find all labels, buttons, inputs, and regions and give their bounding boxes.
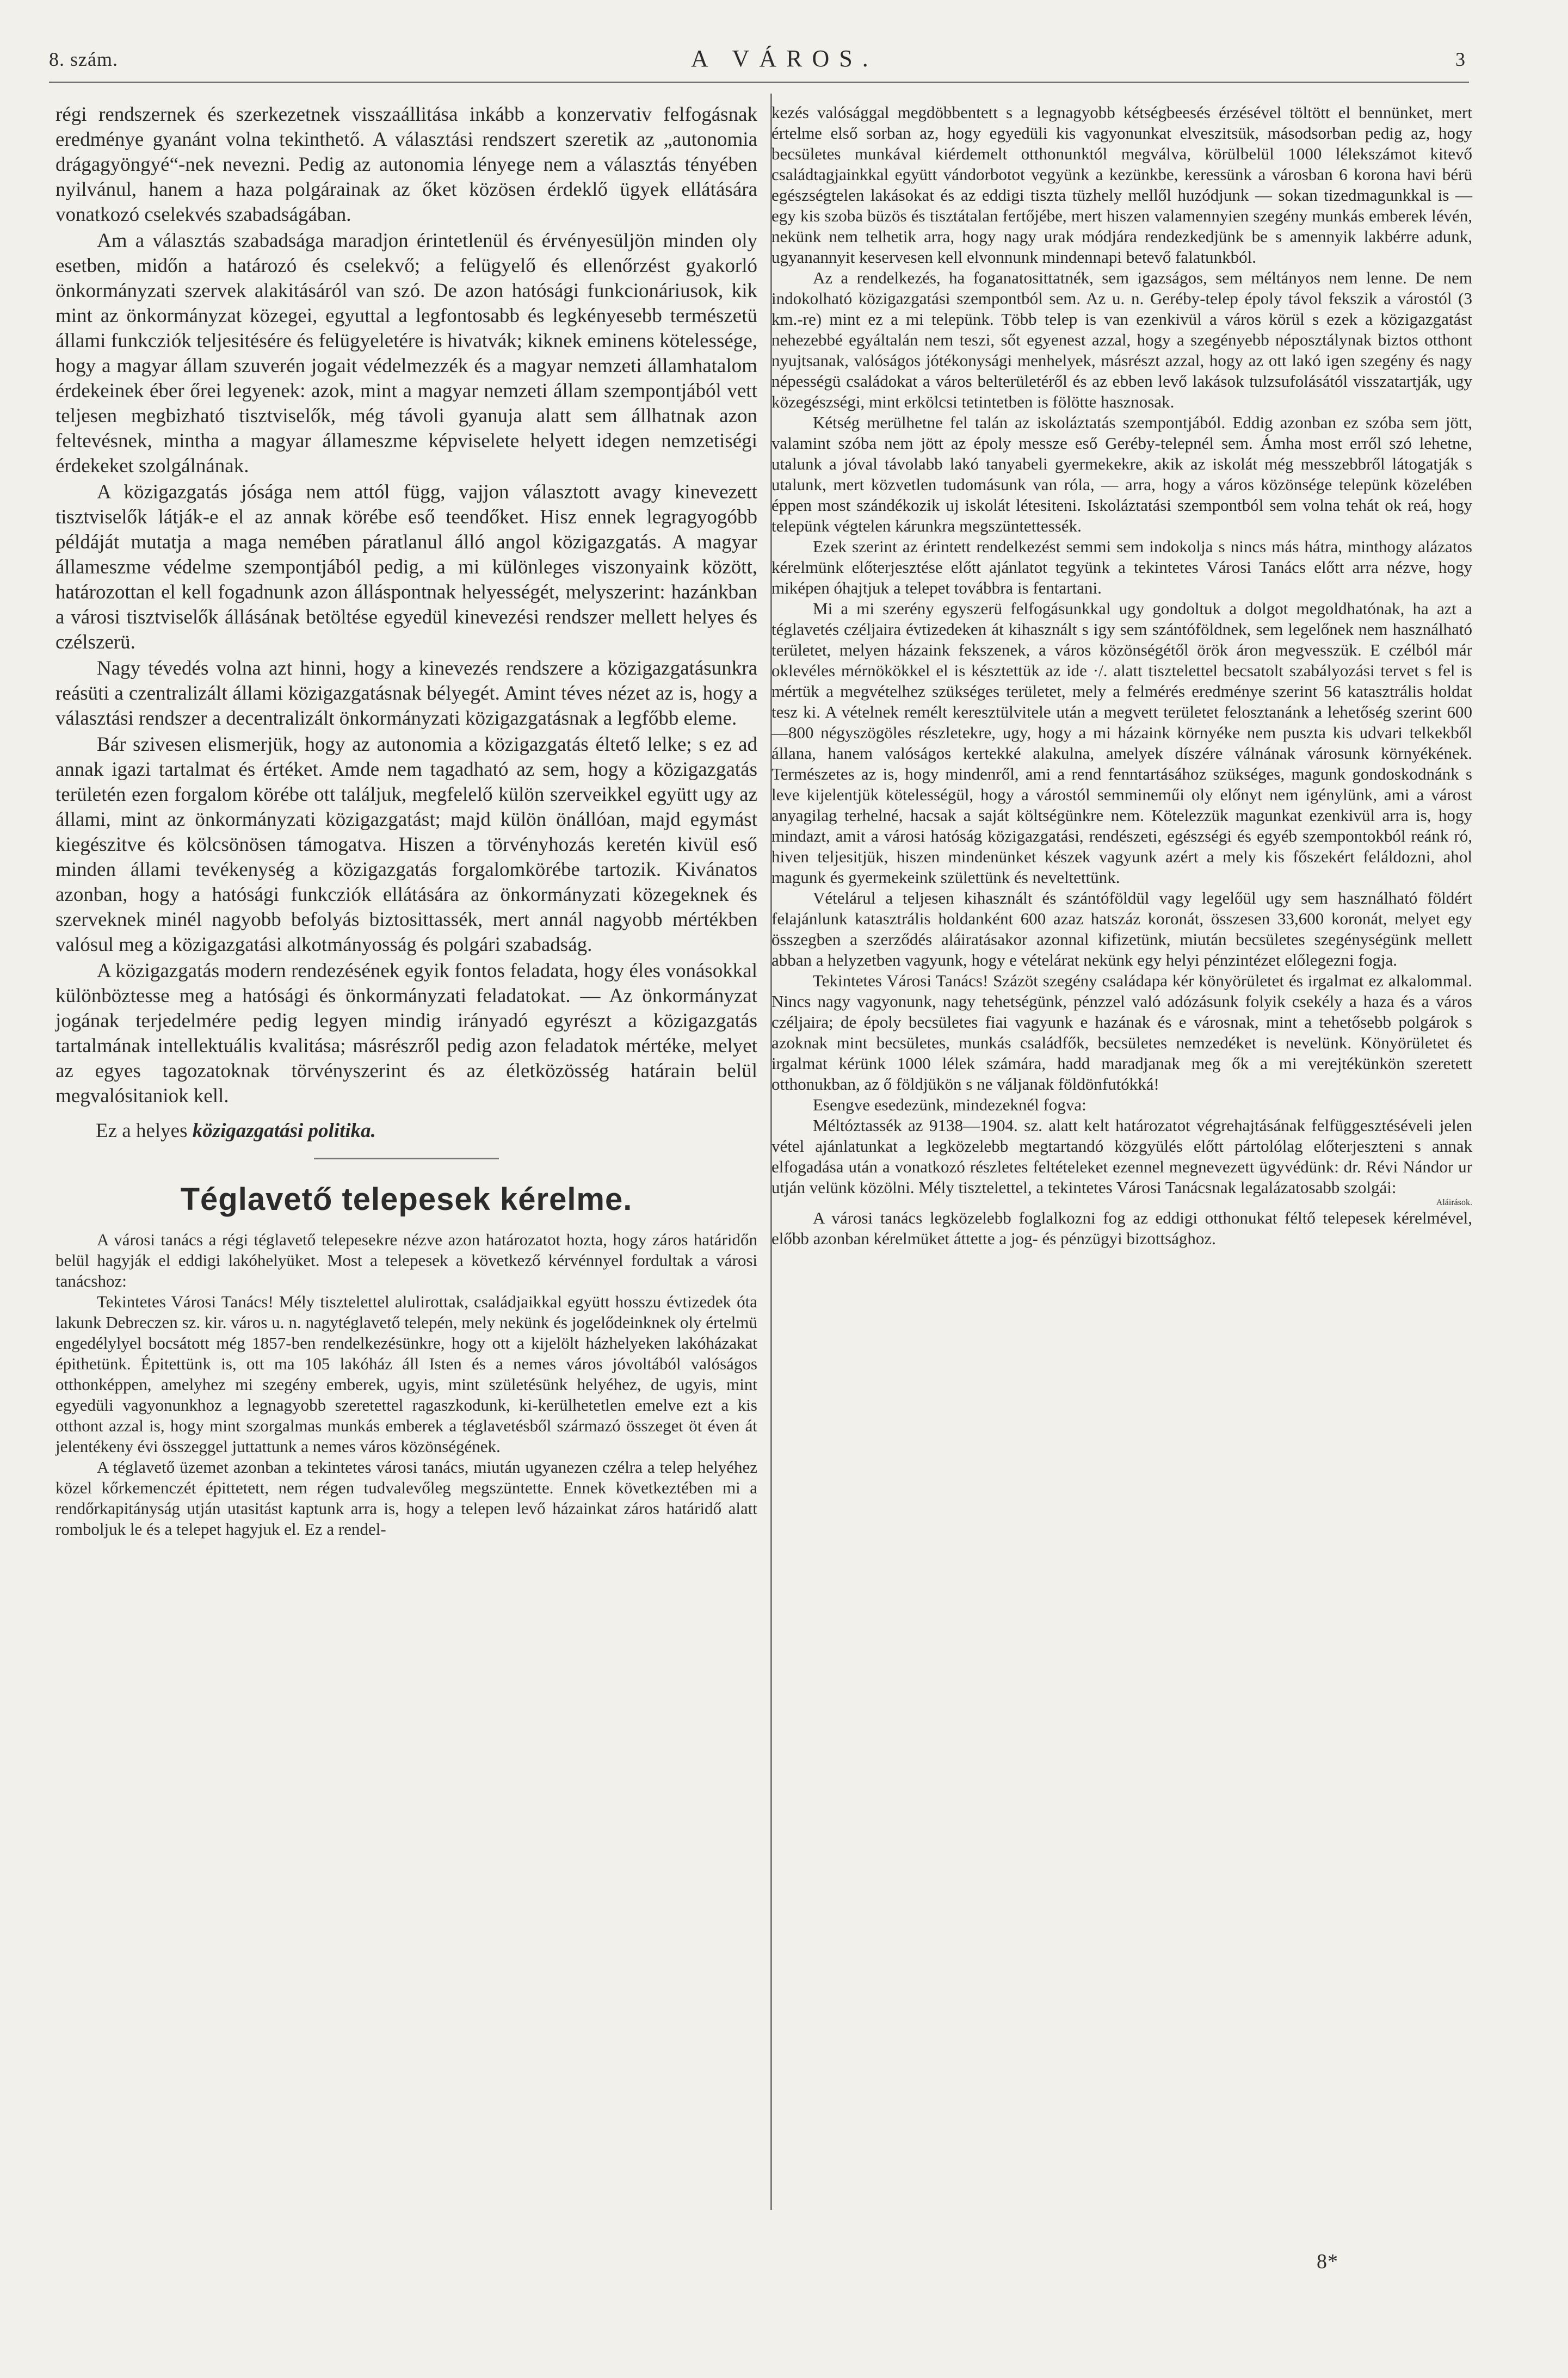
article-paragraph: Kétség merülhetne fel talán az iskoláztatás szempontjából. Eddig azonban ez szóba sem jött, valamint szóba nem jött az époly messze eső Geréby-telepnél sem. Ámha most erről szó lehetne, utalunk a jóval távolabb lakó tanyabeli gyermekekre, akik az iskolát még messzebbről látogatják s utalunk, mert közvetlen tudomásunk van róla, — arra, hogy a város közönsége telepünk közelében éppen most szándékozik uj iskolát létesiteni. Iskoláztatási szempontból sem volna tehát ok reá, hogy telepünk végtelen kárunkra megszüntettessék. [771,413,1472,535]
closing-emphasis: közigazgatási politika. [192,1120,376,1142]
footer-signature-mark: 8* [1317,2250,1338,2273]
header-rule [49,82,1469,83]
body-paragraph: Am a választás szabadsága maradjon érintetlenül és érvényesüljön minden oly esetben, midőn a határozó és cselekvő; a felügyelő és ellenőrzést gyakorló önkormányzati szervek alakitásáról van szó. De azon hatósági funkcionáriusok, kik mint az önkormányzat közegei, egyuttal a legfontosabb és legkényesebb természetü állami funkcziók teljesitésére és felügyeletére is hivatvák; kiknek eminens kötelessége, hogy a magyar állam szuverén jogait védelmezzék és a magyar nemzeti államhatalom érdekeinek éber őrei legyenek: azok, mint a magyar nemzeti állam szempontjából vett teljesen megbizható tisztviselők, még távoli gyanuja alatt sem állhatnak azon feltevésnek, mintha a magyar állameszme képviselete helyett idegen nemzetiségi érdekeket szolgálnának. [55,230,757,477]
article-paragraph: kezés valósággal megdöbbentett s a legnagyobb kétségbeesés érzésével töltött el bennünket, mert értelme első sorban az, hogy egyedüli kis vagyonunkat elveszitsük, másodsorban pedig az, hogy becsületes munkával kiérdemelt otthonunktól megválva, körülbelül 1000 lélekszámot kitevő családtagjainkkal együtt vándorbotot vegyünk a kezünkbe, keressünk a városban 6 korona havi bérü egészségtelen lakásokat és az eddigi tiszta tüzhely mellől huzódjunk — sokan tizedmagunkkal is — egy kis szoba büzös és tisztátalan fertőjébe, mert hiszen valamennyien szegény munkás emberek lévén, nekünk nem telhetik arra, hogy nagy urak módjára rendezkedjünk be s amennyik lakbérre adunk, ugyanannyit keservesen kell elvonnunk mindennapi betevő falatunkból. [771,103,1472,267]
left-column [55,102,757,1540]
article-paragraph: Mi a mi szerény egyszerü felfogásunkkal ugy gondoltuk a dolgot megoldhatónak, ha azt a téglavetés czéljaira évtizedeken át kihasznált s igy sem szántóföldnek, sem legelőnek nem használható területet, melyen házaink fekszenek, a város közönségétől örök áron megvesszük. E czélból már oklevéles mérnökökkel el is késztettük az ide ·/. alatt tisztelettel becsatolt szabályozási tervet s fel is mértük a megvételhez szükséges területet, mely a felmérés eredménye szerint 56 katasztrális holdat tesz ki. A vételnek remélt keresztülvitele után a megvett területet felosztanánk a lehetőség szerint 600—800 négyszögöles részletekre, ugy, hogy a mi házaink környéke nem puszta kis udvari telkekből állana, hanem valóságos kertekké alakulna, amelyek díszére válnának városunk környékének. Természetes az is, hogy mindenről, ami a rend fenntartásához szükséges, magunk gondoskodnánk s leve kijelentjük kötelességül, hogy a várostól semmineműi oly előnyt nem igénylünk, ami a várost anyagilag terhelné, hacsak a saját költségünkre nem. Kötelezzük magunkat ezenkivül arra is, hogy mindazt, amit a városi hatóság közigazgatási, rendészeti, egészségi és egyéb szempontokból reánk ró, hiven teljesitjük, hiszen mindenünket készek vagyunk azért a mely kis főszekért feláldozni, ahol magunk és gyermekeink születtünk és neveltettünk. [771,599,1472,887]
article-paragraph: Méltóztassék az 9138—1904. sz. alatt kelt határozatot végrehajtásának felfüggesztéséveli jelen vétel ajánlatunkat a legközelebb megtartandó közgyülés előtt pártolólag előterjeszteni s annak elfogadása után a vonatkozó részletes feltételeket ezennel megnevezett ügyvédünk: dr. Révi Nándor ur utján velünk közölni. Mély tisztelettel, a tekintetes Városi Tanácsnak legalázatosabb szolgái: [771,1116,1472,1197]
right-column [771,102,1472,1249]
closing-line [55,1117,757,1145]
article-paragraph: Esengve esedezünk, mindezeknél fogva: [813,1095,1087,1114]
body-paragraph: Bár szivesen elismerjük, hogy az autonomia a közigazgatás éltető lelke; s ez ad annak igazi tartalmat és értéket. Amde nem tagadható az sem, hogy a közigazgatás területén ezen forgalom körébe ott találjuk, megfelelő külön szerveikkel együtt ugy az állami, mint az önkormányzati közigazgatást; majd külön önállóan, majd egymást kiegészitve és kölcsönösen támogatva. Hiszen a törvényhozás keretén kivül eső minden állami tevékenység a közigazgatás forgalomkörébe tartozik. Kivánatos azonban, hogy a hatósági funkcziók ellátására az önkormányzati közegeknek és szerveknek minél nagyobb befolyás biztosittassék, mert annál nagyobb mértékben valósul meg a közigazgatási alkotmányosság és polgári szabadság. [55,733,757,956]
issue-number: 8. szám. [49,48,118,70]
body-paragraph: régi rendszernek és szerkezetnek visszaállitása inkább a konzervativ felfogásnak eredménye gyanánt volna tekinthető. A választási rendszert szeretik az „autonomia drágagyöngyé“-nek nevezni. Pedig az autonomia lényege nem a választás tényében nyilvánul, hanem a haza polgárainak az őket közösen érdeklő ügyek ellátására vonatkozó cselekvés szabadságában. [55,103,757,226]
body-paragraph: A közigazgatás modern rendezésének egyik fontos feladata, hogy éles vonásokkal különböztesse meg a hatósági és önkormányzati feladatokat. — Az önkormányzat jogának terjedelmére pedig legyen mindig irányadó egyrészt a közigazgatás tartalmának intellektuális kvalitása; másrészről pedig azon feladatok mértéke, melyet az egyes tagozatoknak törvényszerint és az életközösség határain belül megvalósitaniok kell. [55,960,757,1107]
signature-row [771,1198,1472,1208]
article-paragraph: Az a rendelkezés, ha foganatosittatnék, sem igazságos, sem méltányos nem lenne. De nem indokolható közigazgatási szempontból sem. Az u. n. Geréby-telep époly távol fekszik a várostól (3 km.-re) mint ez a mi telepünk. Több telep is van ezenkivül a város körül s ezek a közigazgatást nehezebbé egyáltalán nem teszi, sőt egyenest azzal, hogy a szegényebb néposztálynak biztos otthont nyujtsanak, valóságos jótékonysági menhelyek, másrészt azzal, hogy az ott lakó igen szegény és nagy népességü családokat a város belterületéről és az ebben levő lakások tulzsufolásától visszatartják, ugy közegészségi, mint erkölcsi tetintetben is fölötte hasznosak. [771,268,1472,411]
newspaper-title: A VÁROS. [691,45,878,72]
article-paragraph: Tekintetes Városi Tanács! Százöt szegény családapa kér könyörületet és irgalmat ez alkalommal. Nincs nagy vagyonunk, nagy tehetségünk, pénzzel való adózásunk folyik csekély a haza és a város czéljaira; de époly becsületes fiai vagyunk e hazának és e városnak, mint a tehetősebb polgárok s azoknak mint becsületes, munkás családfők, becsületes nemzedéket is nevelünk. Könyörületet és irgalmat kérünk 1000 lélek számára, hadd maradjanak meg ők a mi verejtékünkön szeretett otthonukban, az ő földjükön s ne váljanak földönfutókká! [771,971,1472,1094]
article-paragraph: A városi tanács a régi téglavető telepesekre nézve azon határozatot hozta, hogy záros határidőn belül hagyják el eddigi lakóhelyüket. Most a telepesek a következő kérvénnyel fordultak a városi tanácshoz: [55,1230,757,1290]
article-paragraph: Tekintetes Városi Tanács! Mély tisztelettel alulirottak, családjaikkal együtt hosszu évtizedek óta lakunk Debreczen sz. kir. város u. n. nagytéglavető telepén, mely nekünk és jogelődeinknek oly értelmü engedélylyel bocsátott még 1857-ben rendelkezésünkre, hogy ott a kijelölt házhelyeken lakóházakat épithetünk. Épitettünk is, ott ma 105 lakóház áll Isten és a nemes város jóvoltából valóságos otthonképpen, amelyhez mi szegény emberek, ugyis, mint születésünk helyéhez, de ugyis, mint egyedüli vagyonunkhoz a legnagyobb szeretettel ragaszkodunk, ki-kerülhetetlen emelve ezt a kis otthont azzal is, hogy mint szorgalmas munkás emberek a téglavetésből származó összeget öt éven át jelentékeny évi összeggel juttattunk a nemes város közönségének. [55,1292,757,1456]
article-paragraph: Ezek szerint az érintett rendelkezést semmi sem indokolja s nincs más hátra, minthogy alázatos kérelmünk előterjesztése előtt ajánlatot tegyünk a tekintetes Városi Tanács előtt arra nézve, hogy miképen óhajtjuk a telepet továbbra is fentartani. [771,537,1472,597]
page-header [49,45,1465,81]
article-paragraph: A városi tanács legközelebb foglalkozni fog az eddigi otthonukat féltő telepesek kérelmével, előbb azonban kérelmüket áttette a jog- és pénzügyi bizottsághoz. [771,1208,1472,1248]
article-title: Téglavető telepesek kérelme. [180,1182,633,1217]
article-paragraph: Vételárul a teljesen kihasznált és szántóföldül vagy legelőül ugy sem használható földért felajánlunk katasztrális holdanként 600 azaz hatszáz koronát, összesen 33,600 koronát, melyet egy összegben a szerződés aláiratásakor azonnal kifizetünk, miután becsületes szegénységünk mellett abban a helyzetben vagyunk, hogy e vételárat nekünk egy helyi pénzintézet előlegezni fogja. [771,888,1472,969]
page-number: 3 [1455,48,1465,70]
closing-prefix: Ez a helyes [96,1120,188,1142]
section-divider [314,1158,499,1159]
body-paragraph: A közigazgatás jósága nem attól függ, vajjon választott avagy kinevezett tisztviselők látják-e el az annak körébe eső teendőket. Hisz ennek legragyogóbb példáját mutatja a maga nemében páratlanul álló angol közigazgatás. A magyar állameszme védelme szempontjából pedig, a mi különleges viszonyaink között, határozottan el kell fogadnunk azon álláspontnak helyességét, melyszerint: hazánkban a városi tisztviselők állásának betöltése egyedül kinevezési rendszer mellett helyes és czélszerü. [55,481,757,653]
body-paragraph: Nagy tévedés volna azt hinni, hogy a kinevezés rendszere a közigazgatásunkra reásüti a czentralizált állami közigazgatásnak bélyegét. Amint téves nézet az is, hogy a választási rendszer a decentralizált önkormányzati közigazgatásnak a legfőbb eleme. [55,657,757,730]
signature-label: Aláirások. [1436,1198,1472,1207]
article-paragraph: A téglavető üzemet azonban a tekintetes városi tanács, miután ugyanezen czélra a telep helyéhez közel kőrkemenczét épittetett, nem régen tudvalevőleg megszüntette. Ennek következtében mi a rendőrkapitányság utján utasitást kaptunk arra is, hogy a telepen levő házainkat záros határidő alatt romboljuk le és a telepet hagyjuk el. Ez a rendel- [55,1457,757,1539]
